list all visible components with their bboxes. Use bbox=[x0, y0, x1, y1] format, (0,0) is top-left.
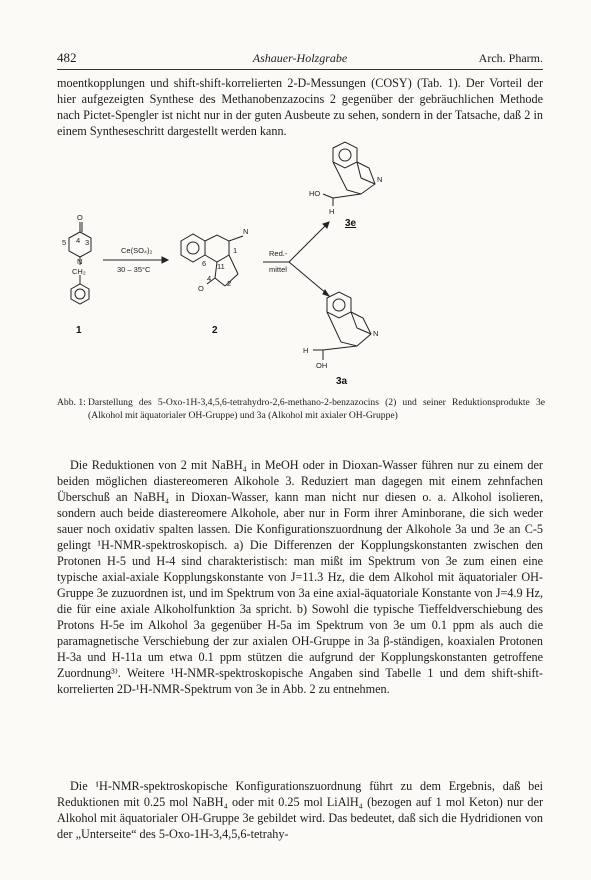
compound-3a-label: 3a bbox=[336, 376, 348, 387]
compound-3e-structure bbox=[323, 142, 375, 206]
compound-2-label: 2 bbox=[212, 325, 218, 336]
reagent-1-bottom: 30 – 35°C bbox=[117, 265, 151, 274]
ring-number-3: 3 bbox=[85, 238, 90, 247]
label-2: 2 bbox=[227, 279, 232, 288]
figure-caption bbox=[57, 396, 545, 422]
label-6: 6 bbox=[202, 259, 207, 268]
compound-2-oxygen: O bbox=[198, 284, 204, 293]
journal-name: Arch. Pharm. bbox=[478, 51, 543, 65]
branch-arrow-down bbox=[289, 262, 327, 294]
paragraph-3 bbox=[57, 778, 543, 842]
compound-3a-hydrogen: H bbox=[303, 346, 309, 355]
compound-2-structure bbox=[181, 234, 243, 286]
ring-label-4: 4 bbox=[207, 274, 212, 283]
paragraph-1: moentkopplungen und shift-shift-korrelierten 2-D-Messungen (COSY) (Tab. 1). Der Vorteil der hier aufgezeigten Synthese des Methanobenzazocins 2 gegenüber der gebräuchlichen Methode nach Pictet-Spengler ist nicht nur in der guten Ausbeute zu sehen, sondern in der Tatsache, daß 2 in einem Syntheseschritt dargestellt werden kann. bbox=[57, 76, 543, 138]
label-1: 1 bbox=[233, 246, 238, 255]
compound-3a-hydroxyl: OH bbox=[316, 361, 328, 370]
paragraph-3-text: Die ¹H-NMR-spektroskopische Konfigurationszuordnung führt zu dem Ergebnis, daß bei Reduktionen mit 0.25 mol NaBH₄ oder mit 0.25 mol LiAlH₄ (bezogen auf 1 mol Keton) nur der Alkohol mit äquatorialer OH-Gruppe 3e gebildet wird. Das bedeutet, daß sich die Hydridionen von der „Unterseite“ des 5-Oxo-1H-3,4,5,6-tetrahy- bbox=[57, 779, 543, 841]
figure-caption-label: Abb. 1: bbox=[57, 397, 86, 408]
page-number: 482 bbox=[57, 50, 77, 65]
compound-1-label: 1 bbox=[76, 325, 82, 336]
compound-3a-nitrogen: N bbox=[373, 329, 379, 338]
header-rule bbox=[57, 69, 543, 70]
paragraph-2 bbox=[57, 457, 543, 697]
compound-3e-hydrogen: H bbox=[329, 207, 335, 216]
branch-arrow-up bbox=[289, 224, 327, 262]
compound-3a-structure bbox=[313, 292, 371, 360]
reagent-1-top: Ce(SO₄)₂ bbox=[121, 246, 153, 255]
ring-number-5: 5 bbox=[62, 238, 67, 247]
ring-number-4: 4 bbox=[76, 236, 81, 245]
arrow-1-head bbox=[162, 257, 168, 263]
compound-3e-nitrogen: N bbox=[377, 175, 383, 184]
page-header bbox=[57, 50, 543, 70]
paragraph-2-text: Die Reduktionen von 2 mit NaBH₄ in MeOH oder in Dioxan-Wasser führen nur zu einem der beiden möglichen diastereomeren Alkohole 3. Reduziert man dagegen mit einem zehnfachen Überschuß an NaBH₄ in Dioxan-Wasser, kann man nicht nur diesen o. a. Alkohol isolieren, sondern auch beide diastereomere Alkohole, aber nur in Form ihrer Aminborane, die sich weder sauer noch oxidativ spalten lassen. Die Konfigurationszuordnung der Alkohole 3a und 3e an C-5 gelingt ¹H-NMR-spektroskopisch. a) Die Differenzen der Kopplungskonstanten zwischen den Protonen H-5 und H-4 sind charakteristisch: man mißt im Spektrum von 3e zum einen eine typische axial-axiale Kopplungskonstante von J=11.3 Hz, die dem Alkohol mit äquatorialer OH-Gruppe 3e zuzuordnen ist, und im Spektrum von 3a eine axial-äquatoriale Konstante von J=4.9 Hz, die für eine axiale Alkoholfunktion 3a spricht. b) Sowohl die typische Tieffeldverschiebung des Protons H-5e im Alkohol 3a gegenüber H-5a im Spektrum von 3e um 0.1 ppm als auch die paramagnetische Verschiebung der zur axialen OH-Gruppe in 3a β-ständigen, koaxialen Protonen H-3a und H-11a um etwa 0.1 ppm stützen die aufgrund der Kopplungskonstanten getroffene Zuordnung³⁾. Weitere ¹H-NMR-spektroskopische Angaben sind Tabelle 1 und dem shift-shift-korrelierten 2D-¹H-NMR-Spektrum von 3e in Abb. 2 zu entnehmen. bbox=[57, 458, 543, 696]
figure-caption-text: Darstellung des 5-Oxo-1H-3,4,5,6-tetrahydro-2,6-methano-2-benzazocins (2) und seiner Reduktionsprodukte 3e (Alkohol mit äquatorialer OH-Gruppe) und 3a (Alkohol mit axialer OH-Gruppe) bbox=[88, 397, 545, 421]
label-11: 11 bbox=[217, 262, 225, 271]
running-author: Ashauer-Holzgrabe bbox=[252, 51, 348, 65]
reagent-2-top: Red.- bbox=[269, 249, 288, 258]
reaction-scheme-figure bbox=[57, 138, 543, 388]
compound-3e-hydroxyl: HO bbox=[309, 189, 321, 198]
compound-1-ch2: CH₂ bbox=[72, 267, 86, 276]
compound-3e-label: 3e bbox=[345, 218, 357, 229]
compound-1-oxygen: O bbox=[77, 213, 83, 222]
reagent-2-bottom: mittel bbox=[269, 265, 287, 274]
compound-1-nitrogen: N bbox=[77, 257, 83, 266]
compound-2-nitrogen: N bbox=[243, 227, 249, 236]
reaction-scheme-svg bbox=[57, 138, 543, 388]
